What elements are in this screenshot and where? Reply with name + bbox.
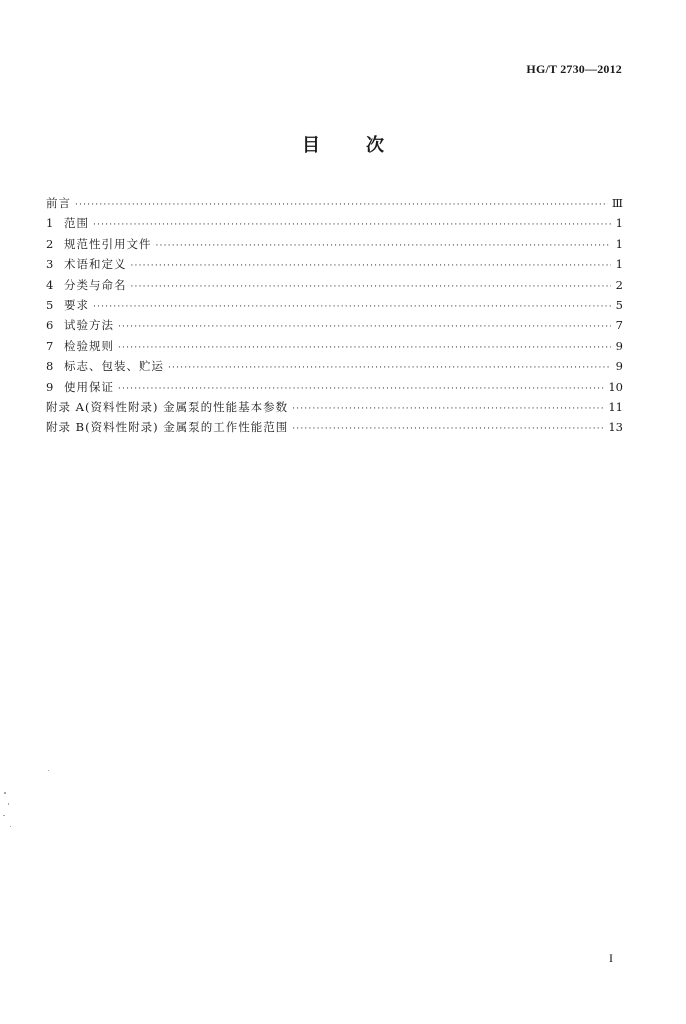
toc-entry-label: 检验规则 [64, 338, 114, 353]
toc-title-char-2: 次 [366, 135, 384, 156]
toc-entry-number: 4 [46, 277, 54, 292]
toc-entry-label: 前言 [46, 196, 71, 210]
toc-entry-label: 附录 B(资料性附录) 金属泵的工作性能范围 [46, 420, 289, 435]
toc-leader-dots [118, 379, 604, 399]
page-number: I [609, 951, 613, 965]
toc-entry-appendix-a[interactable] [46, 397, 623, 417]
toc-leader-dots [168, 358, 611, 378]
toc-leader-dots [118, 338, 611, 358]
toc-leader-dots [131, 277, 612, 297]
toc-entry-label: 范围 [64, 216, 89, 231]
toc-entry-7[interactable] [46, 336, 623, 356]
toc-leader-dots [131, 256, 612, 276]
toc-entry-page: 1 [615, 257, 623, 272]
scan-speck [8, 803, 9, 805]
toc-entry-2[interactable] [46, 234, 623, 254]
toc-leader-dots [292, 399, 604, 419]
toc-entry-page: 1 [615, 216, 623, 231]
toc-entry-9[interactable] [46, 377, 623, 397]
toc-entry-label: 分类与命名 [64, 277, 127, 292]
document-code: HG/T 2730—2012 [526, 62, 622, 76]
toc-leader-dots [93, 297, 611, 317]
toc-title-char-1: 目 [302, 135, 320, 156]
toc-entry-number: 6 [46, 318, 54, 333]
toc-entry-number: 2 [46, 236, 54, 251]
toc-leader-dots [118, 317, 611, 337]
toc-entry-label: 使用保证 [64, 379, 114, 394]
scan-speck [10, 826, 11, 827]
toc-leader-dots [93, 215, 611, 235]
toc-leader-dots [292, 419, 604, 439]
toc-entry-number: 7 [46, 338, 54, 353]
toc-entry-label: 附录 A(资料性附录) 金属泵的性能基本参数 [46, 399, 289, 414]
toc-entry-page: 9 [615, 359, 623, 374]
scan-speck [48, 770, 49, 771]
toc-entry-4[interactable] [46, 275, 623, 295]
toc-entry-page: 2 [615, 277, 623, 292]
toc-entry-page: 7 [615, 318, 623, 333]
toc-entry-number: 1 [46, 216, 54, 231]
toc-entry-3[interactable] [46, 254, 623, 274]
toc-entry-label: 规范性引用文件 [64, 236, 152, 251]
toc-entry-page: 11 [608, 399, 623, 414]
toc-entry-page: 1 [615, 236, 623, 251]
toc-entry-page: 13 [608, 420, 623, 435]
toc-title [0, 131, 686, 157]
toc-entry-6[interactable] [46, 315, 623, 335]
toc-entry-page: 10 [608, 379, 623, 394]
toc-entry-number: 3 [46, 257, 54, 272]
toc-entry-1[interactable] [46, 213, 623, 233]
toc-entry-number: 8 [46, 359, 54, 374]
toc-entry-page: Ⅲ [611, 196, 623, 210]
toc-entry-page: 9 [615, 338, 623, 353]
toc-entry-label: 术语和定义 [64, 257, 127, 272]
toc-entry-8[interactable] [46, 356, 623, 376]
toc-entry-appendix-b[interactable] [46, 417, 623, 437]
toc-entry-label: 标志、包装、贮运 [64, 359, 164, 374]
toc-entry-number: 9 [46, 379, 54, 394]
toc-entry-label: 要求 [64, 297, 89, 312]
toc-entry-label: 试验方法 [64, 318, 114, 333]
toc-leader-dots [75, 195, 608, 215]
toc-entry-foreword[interactable] [46, 193, 623, 213]
table-of-contents [46, 193, 623, 438]
scan-speck [4, 792, 6, 794]
toc-entry-page: 5 [615, 297, 623, 312]
toc-leader-dots [156, 236, 612, 256]
toc-entry-5[interactable] [46, 295, 623, 315]
scan-speck [3, 815, 5, 816]
toc-entry-number: 5 [46, 297, 54, 312]
